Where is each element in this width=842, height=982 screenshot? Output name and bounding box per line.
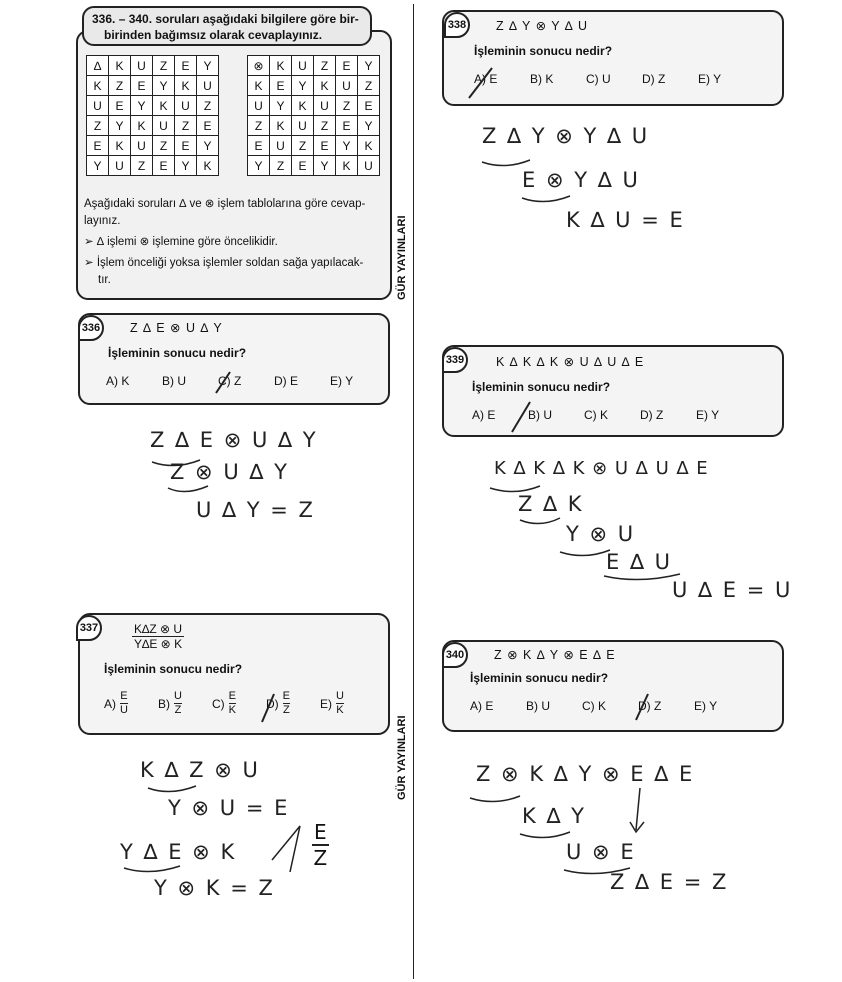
table-cell: K [197, 156, 219, 176]
table-cell: Z [197, 96, 219, 116]
table-cell: Y [131, 96, 153, 116]
table-cell: U [175, 96, 197, 116]
work-337-result-fraction [312, 820, 329, 870]
table-cell: K [358, 136, 380, 156]
option-fraction-bottom: Z [174, 704, 182, 716]
option-d[interactable]: D) Z [638, 699, 662, 713]
table-cell: K [292, 96, 314, 116]
option-a[interactable]: A) E [472, 408, 496, 422]
option-fraction-bottom: U [120, 704, 128, 716]
option-b[interactable]: B) K [530, 72, 554, 86]
table-header-cell: ∆ [87, 56, 109, 76]
table-cell: Z [292, 136, 314, 156]
answer-mark-340 [636, 694, 648, 720]
answer-mark-337 [262, 694, 274, 722]
underline-swoosh [482, 160, 530, 166]
underline-swoosh [168, 486, 208, 492]
table-cell: K [314, 76, 336, 96]
underline-swoosh [522, 196, 570, 202]
option-fraction-top: E [228, 690, 237, 702]
answer-mark-339 [512, 402, 530, 432]
table-cell: Y [109, 116, 131, 136]
table-cell: Y [358, 116, 380, 136]
work-337-line-2: Y ⊗ U = E [168, 796, 290, 820]
table-cell: Z [109, 76, 131, 96]
table-header-cell: Z [87, 116, 109, 136]
table-cell: U [292, 116, 314, 136]
answer-mark-336 [216, 372, 230, 393]
work-338-line-2: E ⊗ Y ∆ U [522, 168, 640, 192]
option-fraction-bottom: K [336, 704, 344, 716]
table-header-cell: E [248, 136, 270, 156]
underline-swoosh [520, 518, 560, 524]
work-336-line-3: U ∆ Y = Z [196, 498, 315, 522]
table-cell: Y [270, 96, 292, 116]
option-fraction-top: U [336, 690, 344, 702]
work-337-line-1: K ∆ Z ⊗ U [140, 758, 260, 782]
option-b[interactable]: B) U [526, 699, 550, 713]
underline-swoosh [490, 486, 540, 492]
option-label: C) [212, 696, 225, 711]
underline-swoosh [124, 866, 180, 872]
table-cell: K [270, 116, 292, 136]
question-number-337: 337 [76, 615, 102, 641]
work-339-line-3: Y ⊗ U [566, 522, 636, 546]
table-cell: E [153, 156, 175, 176]
option-e[interactable]: E) Y [330, 374, 354, 388]
question-338-expression: Z ∆ Y ⊗ Y ∆ U [496, 19, 589, 33]
table-header-cell: Z [248, 116, 270, 136]
table-cell: E [336, 116, 358, 136]
table-header-cell: K [87, 76, 109, 96]
table-header-cell: Y [197, 56, 219, 76]
option-c[interactable]: C) U [586, 72, 611, 86]
question-340-expression: Z ⊗ K ∆ Y ⊗ E ∆ E [494, 648, 616, 662]
table-cell: E [175, 136, 197, 156]
table-cell: U [358, 156, 380, 176]
option-b[interactable]: B) U [162, 374, 186, 388]
table-cell: Y [197, 136, 219, 156]
table-cell: Y [175, 156, 197, 176]
table-cell: Y [314, 156, 336, 176]
table-cell: U [153, 116, 175, 136]
work-337-line-3: Y ∆ E ⊗ K [120, 840, 237, 864]
table-header-cell: Z [153, 56, 175, 76]
table-cell: E [109, 96, 131, 116]
work-339-line-1: K ∆ K ∆ K ⊗ U ∆ U ∆ E [494, 458, 709, 479]
table-header-cell: U [87, 96, 109, 116]
table-cell: Z [270, 156, 292, 176]
question-number-336: 336 [78, 315, 104, 341]
underline-swoosh [148, 786, 196, 792]
work-337-result-bottom: Z [313, 846, 328, 870]
table-cell: Y [336, 136, 358, 156]
answer-mark-338 [469, 68, 492, 98]
question-number-340: 340 [442, 642, 468, 668]
table-header-cell: Y [358, 56, 380, 76]
work-338-line-3: K ∆ U = E [566, 208, 685, 232]
table-cell: E [314, 136, 336, 156]
option-label: D) [266, 696, 279, 711]
question-number-339: 339 [442, 347, 468, 373]
table-header-cell: E [175, 56, 197, 76]
table-header-cell: U [248, 96, 270, 116]
work-337-result-top: E [314, 820, 327, 844]
option-fraction-top: E [120, 690, 128, 702]
rule-1: ➢ ∆ işlemi ⊗ işlemine göre öncelikidir. [84, 236, 278, 248]
table-cell: K [175, 76, 197, 96]
work-340-line-2: K ∆ Y [522, 804, 586, 828]
table-cell: Z [314, 116, 336, 136]
instructions-line-2: layınız. [84, 215, 121, 227]
option-c[interactable]: C) Z [218, 374, 242, 388]
table-cell: E [358, 96, 380, 116]
option-fraction-bottom: Z [282, 704, 290, 716]
option-e[interactable]: E) Y [696, 408, 720, 422]
option-c[interactable]: C) K [584, 408, 608, 422]
rule-2-cont: tır. [98, 274, 111, 286]
question-339-prompt: İşleminin sonucu nedir? [472, 380, 611, 394]
question-336-expression: Z ∆ E ⊗ U ∆ Y [130, 321, 223, 335]
table-cell: U [109, 156, 131, 176]
table-header-cell: ⊗ [248, 56, 270, 76]
table-cell: K [109, 136, 131, 156]
work-340-line-1: Z ⊗ K ∆ Y ⊗ E ∆ E [476, 762, 695, 786]
question-338-prompt: İşleminin sonucu nedir? [474, 44, 613, 58]
table-header-cell: K [270, 56, 292, 76]
table-header-cell: Z [314, 56, 336, 76]
work-337-line-4: Y ⊗ K = Z [154, 876, 275, 900]
header-line-1: 336. – 340. soruları aşağıdaki bilgilere göre bir- [92, 12, 359, 26]
rule-1-text: ∆ işlemi ⊗ işlemine göre öncelikidir. [96, 236, 278, 248]
table-cell: Z [175, 116, 197, 136]
option-b[interactable]: B) U [528, 408, 552, 422]
table-header-cell: U [292, 56, 314, 76]
table-cell: Z [336, 96, 358, 116]
table-header-cell: U [131, 56, 153, 76]
option-label: B) [158, 696, 170, 711]
option-d[interactable]: D) Z [640, 408, 664, 422]
option-fraction-bottom: K [228, 704, 237, 716]
work-336-line-1: Z ∆ E ⊗ U ∆ Y [150, 428, 318, 452]
work-339-line-2: Z ∆ K [518, 492, 584, 516]
table-cell: U [270, 136, 292, 156]
header-line-2: birinden bağımsız olarak cevaplayınız. [104, 28, 323, 42]
underline-swoosh [520, 832, 570, 838]
table-cell: U [336, 76, 358, 96]
work-336-line-2: Z ⊗ U ∆ Y [170, 460, 289, 484]
question-339-expression: K ∆ K ∆ K ⊗ U ∆ U ∆ E [496, 355, 645, 369]
work-340-line-3: U ⊗ E [566, 840, 636, 864]
table-cell: Z [153, 136, 175, 156]
option-fraction-top: E [282, 690, 291, 702]
rule-2-text: İşlem önceliği yoksa işlemler soldan sağa yapılacak- [96, 257, 364, 269]
publisher-label-bottom: GÜR YAYINLARI [396, 715, 408, 800]
table-cell: E [131, 76, 153, 96]
option-d[interactable]: D) Z [642, 72, 666, 86]
option-c[interactable]: C) K [582, 699, 606, 713]
rule-2: ➢ İşlem önceliği yoksa işlemler soldan sağa yapılacak- [84, 257, 364, 269]
table-cell: K [153, 96, 175, 116]
underline-swoosh [604, 574, 680, 580]
fraction-numerator: K∆Z ⊗ U [134, 622, 183, 636]
table-header-cell: Y [87, 156, 109, 176]
table-header-cell: Y [248, 156, 270, 176]
work-338-line-1: Z ∆ Y ⊗ Y ∆ U [482, 124, 650, 148]
table-cell: Y [292, 76, 314, 96]
option-label: A) [104, 696, 116, 711]
table-cell: Z [131, 156, 153, 176]
option-a[interactable]: A) K [106, 374, 130, 388]
table-cell: E [270, 76, 292, 96]
question-337-prompt: İşleminin sonucu nedir? [104, 662, 243, 676]
table-cell: K [131, 116, 153, 136]
question-340-prompt: İşleminin sonucu nedir? [470, 671, 609, 685]
bracket-mark [272, 826, 300, 872]
question-336-prompt: İşleminin sonucu nedir? [108, 346, 247, 360]
arrow-down [630, 788, 644, 832]
table-cell: Z [358, 76, 380, 96]
underline-swoosh [470, 796, 520, 802]
table-header-cell: K [248, 76, 270, 96]
table-cell: E [197, 116, 219, 136]
underline-swoosh [560, 550, 610, 556]
option-label: E) [320, 696, 332, 711]
table-header-cell: E [336, 56, 358, 76]
table-cell: U [314, 96, 336, 116]
option-e[interactable]: E) Y [694, 699, 718, 713]
option-fraction-top: U [174, 690, 182, 702]
table-cell: U [131, 136, 153, 156]
work-339-line-5: U ∆ E = U [672, 578, 793, 602]
table-cell: E [292, 156, 314, 176]
table-header-cell: E [87, 136, 109, 156]
work-339-line-4: E ∆ U [606, 550, 673, 574]
option-a[interactable]: A) E [474, 72, 498, 86]
instructions-line-1: Aşağıdaki soruları ∆ ve ⊗ işlem tablolarına göre cevap- [84, 198, 366, 210]
table-header-cell: K [109, 56, 131, 76]
table-cell: U [197, 76, 219, 96]
publisher-label-top: GÜR YAYINLARI [396, 215, 408, 300]
fraction-denominator: Y∆E ⊗ K [134, 637, 183, 651]
table-cell: Y [153, 76, 175, 96]
option-e[interactable]: E) Y [698, 72, 722, 86]
question-number-338: 338 [444, 12, 470, 38]
option-d[interactable]: D) E [274, 374, 298, 388]
option-a[interactable]: A) E [470, 699, 494, 713]
table-cell: K [336, 156, 358, 176]
work-340-line-4: Z ∆ E = Z [610, 870, 729, 894]
